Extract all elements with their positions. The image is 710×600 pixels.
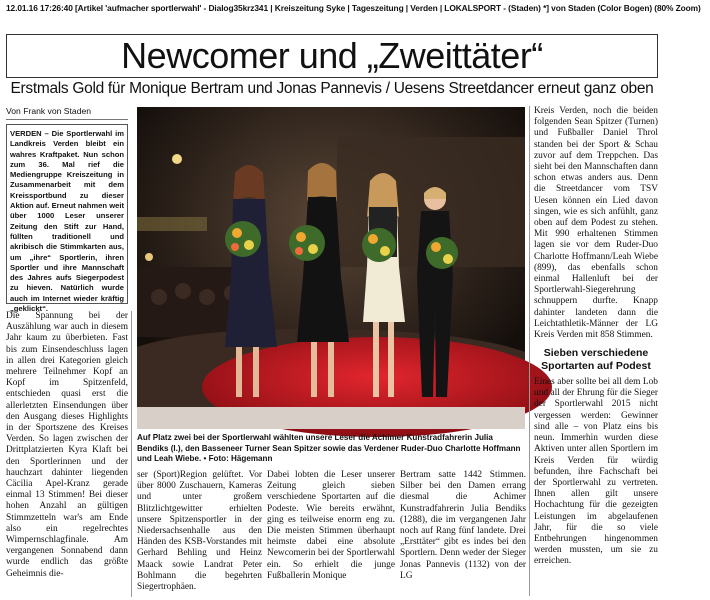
article-headline: Newcomer und „Zweittäter“ (121, 35, 543, 76)
article-subheadline: Erstmals Gold für Monique Bertram und Jonas Pannevis / Uesens Streetdancer erneut ganz oben (10, 80, 654, 97)
award-photo-illustration (137, 107, 525, 429)
body-column-right (534, 106, 658, 596)
body-column-left: Die Spannung bei der Auszählung war auch in diesem Jahr kaum zu überbieten. Fast bis zum Einsendeschluss lagen in allen drei Kategorien gleich mehrere Teilnehmer Kopf an Kopf im Spitzenfeld, entschieden quasi erst die allerletzten Einsendungen über den Ausgang dieses Highlights in der Sportszene des Kreises Verden. So lagen zwischen der Drittplatzierten Kyra Klaft bei den Sportlerinnen und der hauchzart dahinter liegenden Cäcilia Apel-Kranz gerade einmal 13 Stimmen! Bei dieser hohen Anzahl an gültigen Stimmzetteln war's am Ende also ein regelrechtes Wimpernschlagfinale. Am vergangenen Sonnabend dann wurde endlich das größte Geheimnis die- (6, 311, 128, 579)
column-divider (131, 311, 132, 597)
body-column-mid-2: Dabei lobten die Leser unserer Zeitung gleich sieben verschiedene Sportarten auf die Podeste. Wie bereits erwähnt, ging es teilweise enorm eng zu. Die meisten Stimmen überhaupt heimste dabei eine absolute Newcomerin bei der Sportlerwahl ein. So erhielt die junge Fußballerin Monique (267, 470, 395, 581)
intro-text: – Die Sportlerwahl im Landkreis Verden bleibt ein wahres Kraftpaket. Nun schon zum 36. Mal rief die Mediengruppe Kreiszeitung in Zusammenarbeit mit dem Kreissportbund zu dieser Aktion auf. Erneut nahmen weit über 1000 Leser unserer Zeitung den Stift zur Hand, füllten traditionell und akribisch die Stimmkarten aus, um „ihre“ Sportlerin, ihren Sportler und ihre Mannschaft des Jahres aufs Siegerpodest zu hieven. Natürlich wurde auch im Internet wieder kräftig „geklickt“. (10, 129, 124, 314)
byline: Von Frank von Staden (6, 106, 128, 120)
right-column-paragraph: Eines aber sollte bei all dem Lob und all der Ehrung für die Sieger der Sportlerwahl 2015 nicht vergessen werden: Gewinner sind alle – von Platz eins bis neun. Immerhin wurden diese Aktiven unter allen Sportlern im Kreis Verden für würdig befunden, ihre Fachschaft bei der Sportlerwahl zu vertreten. Ihnen allen gilt unsere Hochachtung für die gezeigten Leistungen im abgelaufenen Jahr, für die so viele Entbehrungen hingenommen werden mussten, um sie zu erreichen. (534, 377, 658, 567)
right-column-paragraph: Kreis Verden, noch die beiden folgenden Sean Spitzer (Turnen) und Fußballer Daniel Throl standen bei der Sport & Schau zuvor auf dem Treppchen. Das sieht bei den Mannschaften dann schon etwas anders aus. Denn die Streetdancer vom TSV Uesen können ein Lied davon singen, wie es sich anfühlt, ganz oben auf dem Podest zu stehen. Mit 990 erhaltenen Stimmen lagen sie vor dem Ruder-Duo Charlotte Hoffmann/Leah Wiebe (899), das ebenfalls schon einmal Hallenluft bei der Sportlerwahl-Siegerehrung schnuppern durfte. Knapp dahinter landeten dann die Leichtathletik-Männer der LG Kreis Verden mit 858 Stimmen. (534, 106, 658, 341)
intro-box (6, 124, 128, 314)
photo-caption: Auf Platz zwei bei der Sportlerwahl wählten unsere Leser die Achimer Kunstradfahrerin Julia Bendiks (l.), den Basseneer Turner Sean Spitzer sowie das Verdener Ruder-Duo Charlotte Hoffmann und Leah Wiebe. • Foto: Hägemann (137, 433, 521, 464)
body-column-mid-3: Bertram satte 1442 Stimmen. Silber bei den Damen errang diesmal die Achimer Kunstradfahrerin Julia Bendiks (1288), die im vergangenen Jahr noch auf Rang fünf landete. Drei „Ersttäter“ gibt es indes bei den Sportlern. Denn weder der Sieger Jonas Pannevis (1132) von der LG (400, 470, 526, 581)
dateline: VERDEN (10, 129, 42, 138)
page-meta-line: 12.01.16 17:26:40 [Artikel 'aufmacher sportlerwahl' - Dialog35krz341 | Kreiszeitung Syke | Tageszeitung | Verden | LOKALSPORT - (Staden) *] von Staden (Color Bogen) (80% Zoom) (6, 3, 701, 13)
column-divider (529, 106, 530, 596)
body-column-mid-1: ser (Sport)Region gelüftet. Vor über 8000 Zuschauern, Kameras und unter großem Blitzlichtgewitter erhielten unsere Spitzensportler in der Niedersachsenhalle aus den Händen des KSB-Vorstandes mit Gerhard Behling und Heinz Maack sowie Landrat Peter Bohlmann die begehrten Siegertrophäen. (137, 470, 262, 593)
section-subheading: Sieben verschiedene Sportarten auf Podest (541, 347, 651, 372)
article-headline-box (6, 34, 658, 78)
award-photo (137, 107, 525, 429)
